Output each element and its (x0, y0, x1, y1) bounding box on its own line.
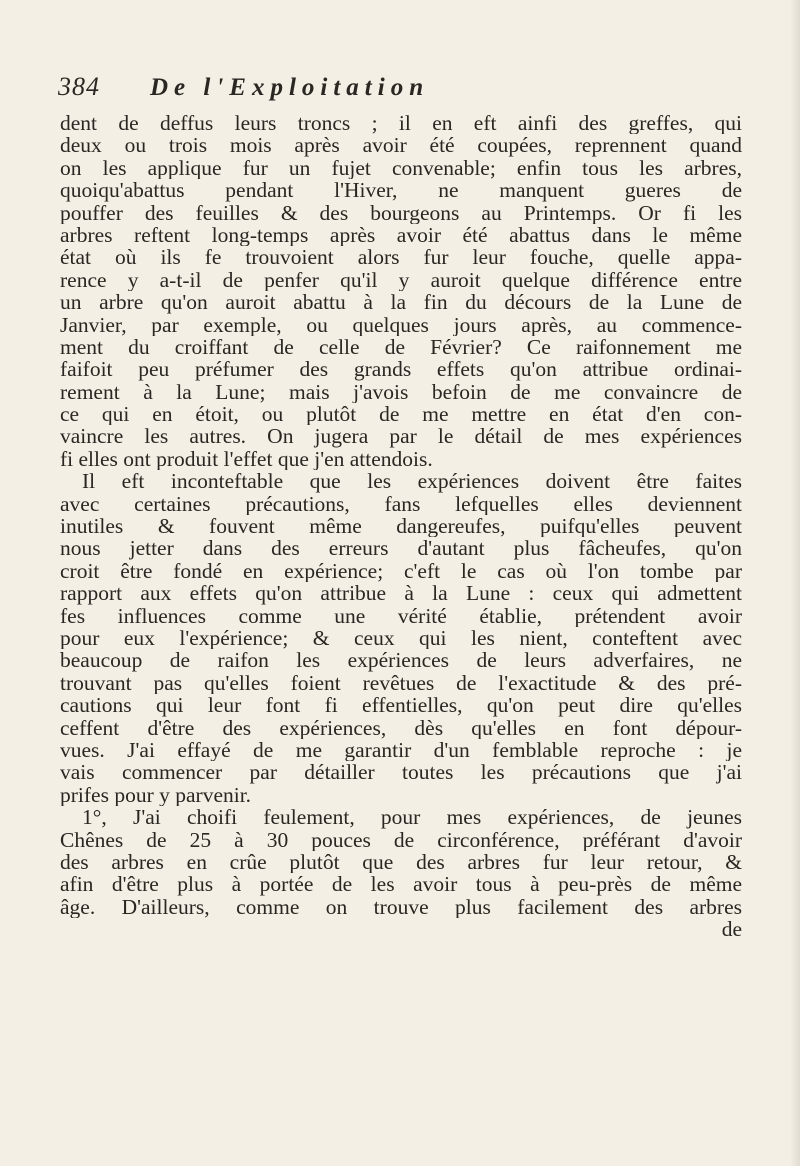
text-line: fes influences comme une vérité établie, prétendent avoir (60, 604, 742, 627)
text-line: vaincre les autres. On jugera par le détail de mes expériences (60, 425, 742, 448)
text-line: avec certaines précautions, fans lefquelles elles deviennent (60, 492, 742, 516)
text-line: arbres reftent long-temps après avoir été abattus dans le même (60, 223, 742, 247)
paragraph (60, 806, 742, 918)
text-line: Chênes de 25 à 30 pouces de circonférence, préférant d'avoir (60, 828, 742, 851)
text-line: état où ils fe trouvoient alors fur leur fouche, quelle appa- (60, 246, 742, 269)
text-line: Janvier, par exemple, ou quelques jours après, au commence- (60, 313, 742, 336)
text-line: Il eft inconteftable que les expériences doivent être faites (82, 470, 742, 493)
text-line: rapport aux effets qu'on attribue à la Lune : ceux qui admettent (60, 582, 742, 605)
page-edge-shadow (790, 0, 800, 1166)
text-line: un arbre qu'on auroit abattu à la fin du décours de la Lune de (60, 291, 742, 314)
running-title: De l'Exploitation (150, 74, 430, 101)
text-line: ceffent d'être des expériences, dès qu'elles en font dépour- (60, 716, 742, 739)
text-line: vais commencer par détailler toutes les précautions que j'ai (60, 761, 742, 784)
text-line: quoiqu'abattus pendant l'Hiver, ne manquent gueres de (60, 179, 742, 202)
paragraph (60, 112, 742, 470)
text-line: rement à la Lune; mais j'avois befoin de me convaincre de (60, 380, 742, 404)
text-line: âge. D'ailleurs, comme on trouve plus facilement des arbres (60, 895, 742, 919)
page-header (58, 72, 748, 106)
text-line: prifes pour y parvenir. (60, 783, 252, 807)
text-line: inutiles & fouvent même dangereufes, puifqu'elles peuvent (60, 515, 742, 538)
text-line: afin d'être plus à portée de les avoir tous à peu-près de même (60, 873, 742, 896)
text-line: vues. J'ai effayé de me garantir d'un femblable reproche : je (60, 738, 742, 762)
text-line: ment du croiffant de celle de Février? Ce raifonnement me (60, 335, 742, 359)
text-line: pour eux l'expérience; & ceux qui les nient, conteftent avec (60, 626, 742, 650)
text-line: deux ou trois mois après avoir été coupées, reprennent quand (60, 134, 742, 157)
text-line: 1°, J'ai choifi feulement, pour mes expériences, de jeunes (82, 806, 742, 829)
text-line: nous jetter dans des erreurs d'autant plus fâcheufes, qu'on (60, 537, 742, 560)
text-line: pouffer des feuilles & des bourgeons au Printemps. Or fi les (60, 201, 742, 224)
catchword: de (721, 918, 742, 941)
text-line: croit être fondé en expérience; c'eft le cas où l'on tombe par (60, 559, 742, 583)
text-line: trouvant pas qu'elles foient revêtues de l'exactitude & des pré- (60, 671, 742, 695)
text-line: faifoit peu préfumer des grands effets qu'on attribue ordinai- (60, 358, 742, 381)
text-line: rence y a-t-il de penfer qu'il y auroit quelque différence entre (60, 268, 742, 292)
text-line: dent de deffus leurs troncs ; il en eft ainfi des greffes, qui (60, 112, 742, 135)
page-number: 384 (58, 72, 100, 101)
text-line: cautions qui leur font fi effentielles, qu'on peut dire qu'elles (60, 694, 742, 717)
paragraph (60, 470, 742, 806)
text-line: on les applique fur un fujet convenable; enfin tous les arbres, (60, 156, 742, 180)
text-line: des arbres en crûe plutôt que des arbres fur leur retour, & (60, 850, 742, 874)
text-line: fi elles ont produit l'effet que j'en attendois. (60, 447, 433, 471)
text-line: beaucoup de raifon les expériences de leurs adverfaires, ne (60, 649, 742, 672)
text-line: ce qui en étoit, ou plutôt de me mettre en état d'en con- (60, 403, 742, 426)
body-text (60, 112, 742, 940)
